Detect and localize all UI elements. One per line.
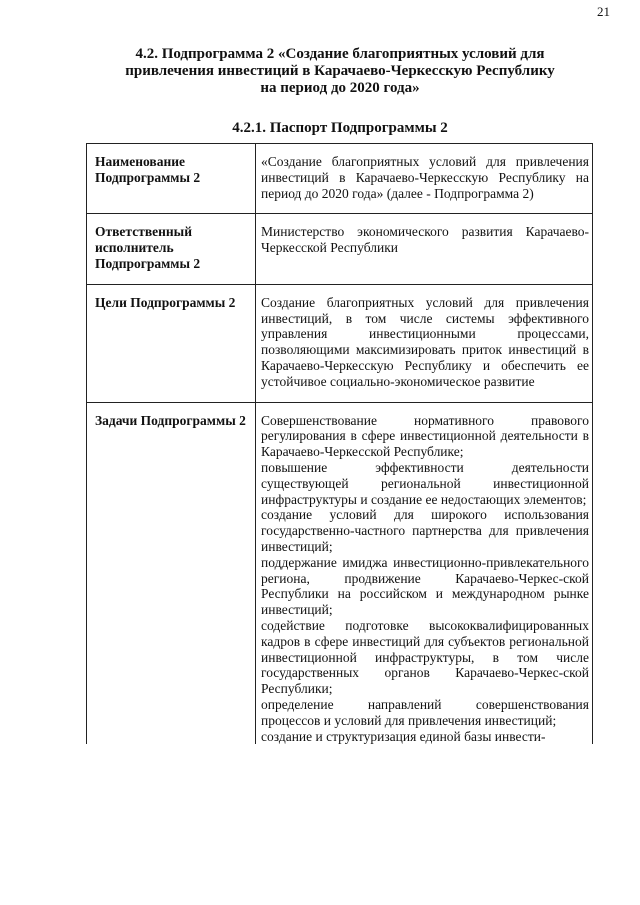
task-item: Совершенствование нормативного правового регулирования в сфере инвестиционной деятельности в Карачаево-Черкесской Республике; [261, 412, 589, 460]
task-item: повышение эффективности деятельности существующей региональной инвестиционной инфраструктуры и создание ее недостающих элементов; [261, 459, 589, 507]
table-row [87, 214, 593, 284]
row-value-executor: Министерство экономического развития Карачаево-Черкесской Республики [256, 214, 593, 284]
task-item: создание условий для широкого использования государственно-частного партнерства для привлечения инвестиций; [261, 507, 589, 554]
passport-heading: 4.2.1. Паспорт Подпрограммы 2 [232, 120, 448, 136]
row-label-executor: Ответственный исполнитель Подпрограммы 2 [87, 214, 256, 284]
task-item: поддержание имиджа инвестиционно-привлекательного региона, продвижение Карачаево-Черкес-ской Республики на российском и международном рынке инвестиций; [261, 554, 589, 618]
task-item: создание и структуризация единой базы инвести- [261, 728, 546, 744]
table-row [87, 144, 593, 214]
row-label-goals: Цели Подпрограммы 2 [87, 284, 256, 402]
row-value-name: «Создание благоприятных условий для привлечения инвестиций в Карачаево-Черкесскую Республику на период до 2020 года» (далее - Подпрограмма 2) [256, 144, 593, 214]
passport-table [86, 143, 593, 744]
row-label-name: Наименование Подпрограммы 2 [87, 144, 256, 214]
row-value-tasks [256, 402, 593, 744]
task-item: содействие подготовке высококвалифицированных кадров в сфере инвестиций для субъектов региональной инвестиционной инфраструктуры, в том числе государственных органов Карачаево-Черкес-ской Республики; [261, 617, 589, 697]
table-row [87, 402, 593, 744]
task-item: определение направлений совершенствования процессов и условий для привлечения инвестиций; [261, 696, 589, 728]
row-label-tasks: Задачи Подпрограммы 2 [87, 402, 256, 744]
page-number: 21 [597, 4, 610, 19]
table-row [87, 284, 593, 402]
row-value-goals: Создание благоприятных условий для привлечения инвестиций, в том числе системы эффективного управления инвестиционными процессами, позволяющими максимизировать приток инвестиций в Карачаево-Черкесскую Республику и обеспечить ее устойчивое социально-экономическое развитие [256, 284, 593, 402]
section-title: 4.2. Подпрограмма 2 «Создание благоприятных условий для привлечения инвестиций в Карачаево-Черкесскую Республику на период до 2020 года» [125, 46, 555, 96]
